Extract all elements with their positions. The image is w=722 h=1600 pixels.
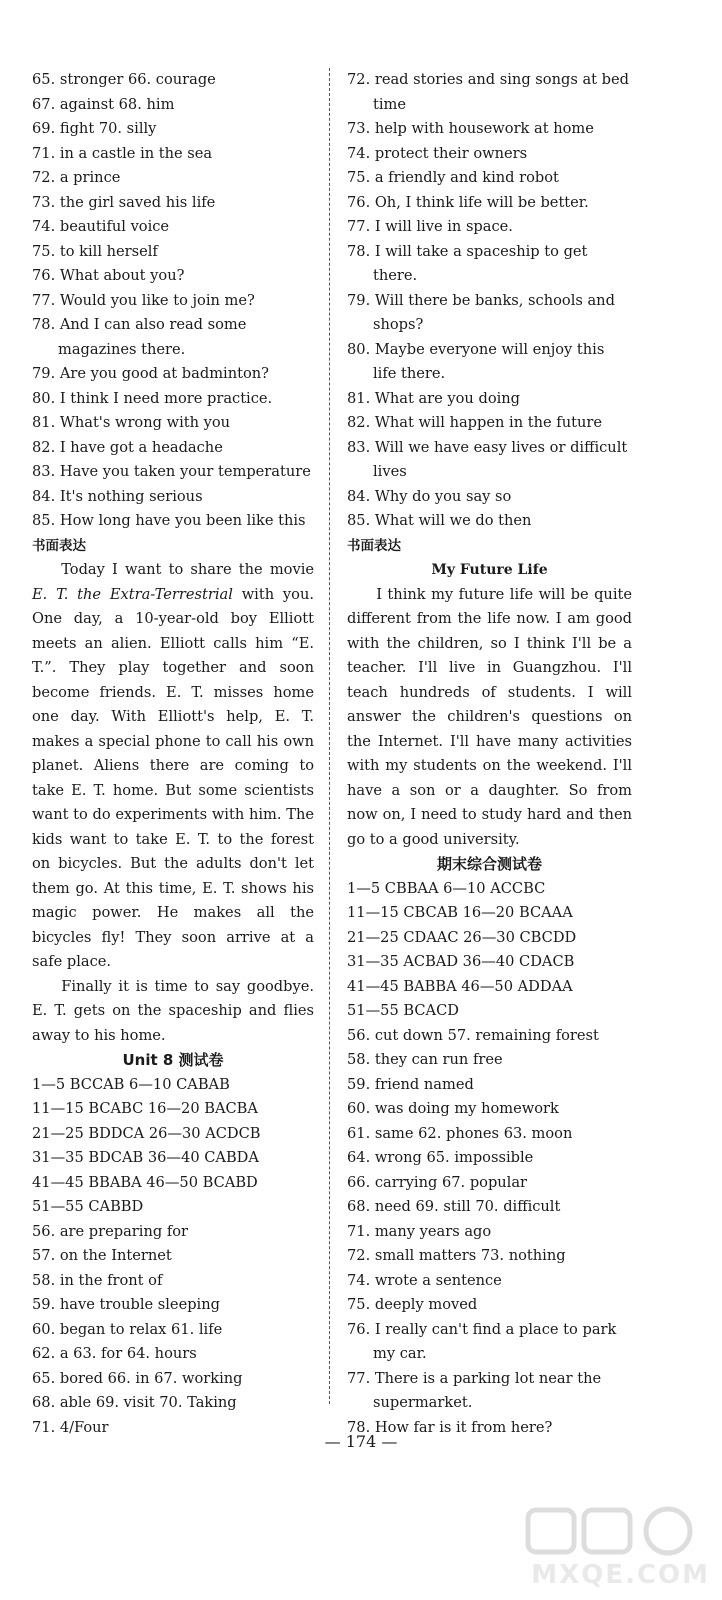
watermark-logo (510, 1502, 710, 1594)
answer-item: 85. How long have you been like this (32, 512, 306, 529)
answer-item: 77. I will live in space. (347, 218, 513, 235)
answer-item: 56. cut down 57. remaining forest (347, 1026, 599, 1044)
answer-item: 72. a prince (32, 169, 121, 186)
answer-item: 11—15 CBCAB 16—20 BCAAA (347, 904, 573, 921)
answer-item: 81. What's wrong with you (32, 414, 231, 431)
answer-item: 69. fight 70. silly (32, 120, 157, 137)
answer-item: 72. small matters 73. nothing (347, 1247, 566, 1264)
answer-item: 83. Will we have easy lives or difficult lives (347, 438, 628, 480)
movie-title: E. T. the Extra-Terrestrial (32, 585, 233, 603)
answer-item: 80. I think I need more practice. (32, 389, 273, 407)
answer-item: 62. a 63. for 64. hours (32, 1345, 197, 1362)
answer-item: 78. I will take a spaceship to get there. (347, 242, 588, 284)
answer-list (347, 877, 632, 1441)
answer-item: 76. Oh, I think life will be better. (347, 193, 589, 211)
section-title-final-exam: 期末综合测试卷 (436, 855, 542, 873)
answer-item: 59. friend named (347, 1075, 474, 1093)
answer-item: 78. How far is it from here? (347, 1418, 553, 1436)
answer-item: 79. Are you good at badminton? (32, 365, 269, 382)
answer-item: 76. What about you? (32, 267, 185, 284)
answer-item: 75. a friendly and kind robot (347, 169, 559, 186)
answer-item: 11—15 BCABC 16—20 BACBA (32, 1100, 258, 1117)
answer-item: 73. help with housework at home (347, 120, 594, 137)
answer-item: 64. wrong 65. impossible (347, 1149, 534, 1166)
answer-item: 84. It's nothing serious (32, 487, 203, 505)
answer-item: 71. in a castle in the sea (32, 144, 213, 162)
answer-item: 65. bored 66. in 67. working (32, 1369, 243, 1387)
answer-item: 51—55 BCACD (347, 1002, 459, 1019)
essay-paragraph: I think my future life will be quite different from the life now. I am good with the children, so I think I'll be a teacher. I'll live in Guangzhou. I'll teach hundreds of students. I will answer the children's questions on the Internet. I'll have many activities with my students on the weekend. I'll have a son or a daughter. So from now on, I need to study hard and then go to a good university. (347, 585, 632, 848)
right-column (347, 68, 632, 1440)
essay-title: My Future Life (431, 562, 548, 578)
page-number: — 174 — (324, 1432, 398, 1451)
answer-item: 68. need 69. still 70. difficult (347, 1198, 561, 1215)
answer-item: 71. 4/Four (32, 1418, 109, 1436)
section-heading-writing: 书面表达 (347, 537, 401, 554)
answer-item: 78. And I can also read some magazines there. (32, 316, 247, 358)
answer-item: 73. the girl saved his life (32, 193, 216, 211)
left-column (32, 68, 314, 1440)
answer-item: 80. Maybe everyone will enjoy this life there. (347, 340, 605, 382)
column-divider (329, 68, 330, 1404)
answer-item: 21—25 BDDCA 26—30 ACDCB (32, 1124, 261, 1142)
answer-item: 66. carrying 67. popular (347, 1173, 528, 1191)
answer-item: 60. began to relax 61. life (32, 1320, 223, 1338)
answer-item: 41—45 BBABA 46—50 BCABD (32, 1173, 258, 1191)
answer-item: 1—5 CBBAA 6—10 ACCBC (347, 879, 546, 897)
watermark-text: MXQE.COM (531, 1560, 710, 1590)
answer-item: 74. wrote a sentence (347, 1271, 502, 1289)
answer-item: 59. have trouble sleeping (32, 1296, 220, 1313)
answer-item: 77. There is a parking lot near the supermarket. (347, 1369, 602, 1411)
answer-item: 76. I really can't find a place to park my car. (347, 1320, 617, 1362)
answer-item: 74. beautiful voice (32, 218, 170, 235)
answer-item: 68. able 69. visit 70. Taking (32, 1394, 237, 1411)
answer-item: 31—35 ACBAD 36—40 CDACB (347, 953, 575, 970)
section-heading-writing: 书面表达 (32, 537, 86, 554)
answer-item: 61. same 62. phones 63. moon (347, 1124, 573, 1142)
answer-item: 67. against 68. him (32, 95, 175, 113)
answer-item: 74. protect their owners (347, 144, 528, 162)
answer-item: 58. in the front of (32, 1271, 163, 1289)
answer-item: 75. deeply moved (347, 1296, 478, 1313)
answer-item: 56. are preparing for (32, 1222, 188, 1240)
answer-item: 81. What are you doing (347, 389, 521, 407)
answer-list (32, 1073, 314, 1441)
answer-item: 82. What will happen in the future (347, 414, 602, 431)
answer-item: 85. What will we do then (347, 512, 532, 529)
essay-paragraph: Today I want to share the movie E. T. the Extra-Terrestrial with you. One day, a 10-year-old boy Elliott meets an alien. Elliott calls him “E. T.”. They play together and soon become friends. E. T. misses home one day. With Elliott's help, E. T. makes a special phone to call his own planet. Aliens there are coming to take E. T. home. But some scientists want to do experiments with him. The kids want to take E. T. to the forest on bicycles. But the adults don't let them go. At this time, E. T. shows his magic power. He makes all the bicycles fly! They soon arrive at a safe place. (32, 561, 314, 970)
answer-item: 41—45 BABBA 46—50 ADDAA (347, 977, 573, 995)
essay-paragraph: Finally it is time to say goodbye. E. T. gets on the spaceship and flies away to his home. (32, 977, 314, 1044)
answer-item: 83. Have you taken your temperature (32, 463, 311, 480)
answer-item: 57. on the Internet (32, 1247, 172, 1264)
answer-item: 72. read stories and sing songs at bed time (347, 71, 629, 113)
answer-item: 65. stronger 66. courage (32, 71, 216, 88)
answer-item: 60. was doing my homework (347, 1100, 559, 1117)
answer-item: 58. they can run free (347, 1051, 503, 1068)
answer-list (347, 68, 632, 534)
answer-item: 1—5 BCCAB 6—10 CABAB (32, 1075, 230, 1093)
answer-item: 75. to kill herself (32, 242, 158, 260)
section-title-unit8: Unit 8 测试卷 (122, 1051, 224, 1069)
answer-item: 84. Why do you say so (347, 487, 512, 505)
answer-item: 82. I have got a headache (32, 438, 223, 456)
answer-item: 71. many years ago (347, 1222, 492, 1240)
answer-item: 77. Would you like to join me? (32, 291, 255, 309)
answer-item: 21—25 CDAAC 26—30 CBCDD (347, 928, 577, 946)
answer-list (32, 68, 314, 534)
answer-item: 79. Will there be banks, schools and shops? (347, 291, 615, 333)
answer-item: 51—55 CABBD (32, 1198, 144, 1215)
answer-item: 31—35 BDCAB 36—40 CABDA (32, 1149, 259, 1166)
